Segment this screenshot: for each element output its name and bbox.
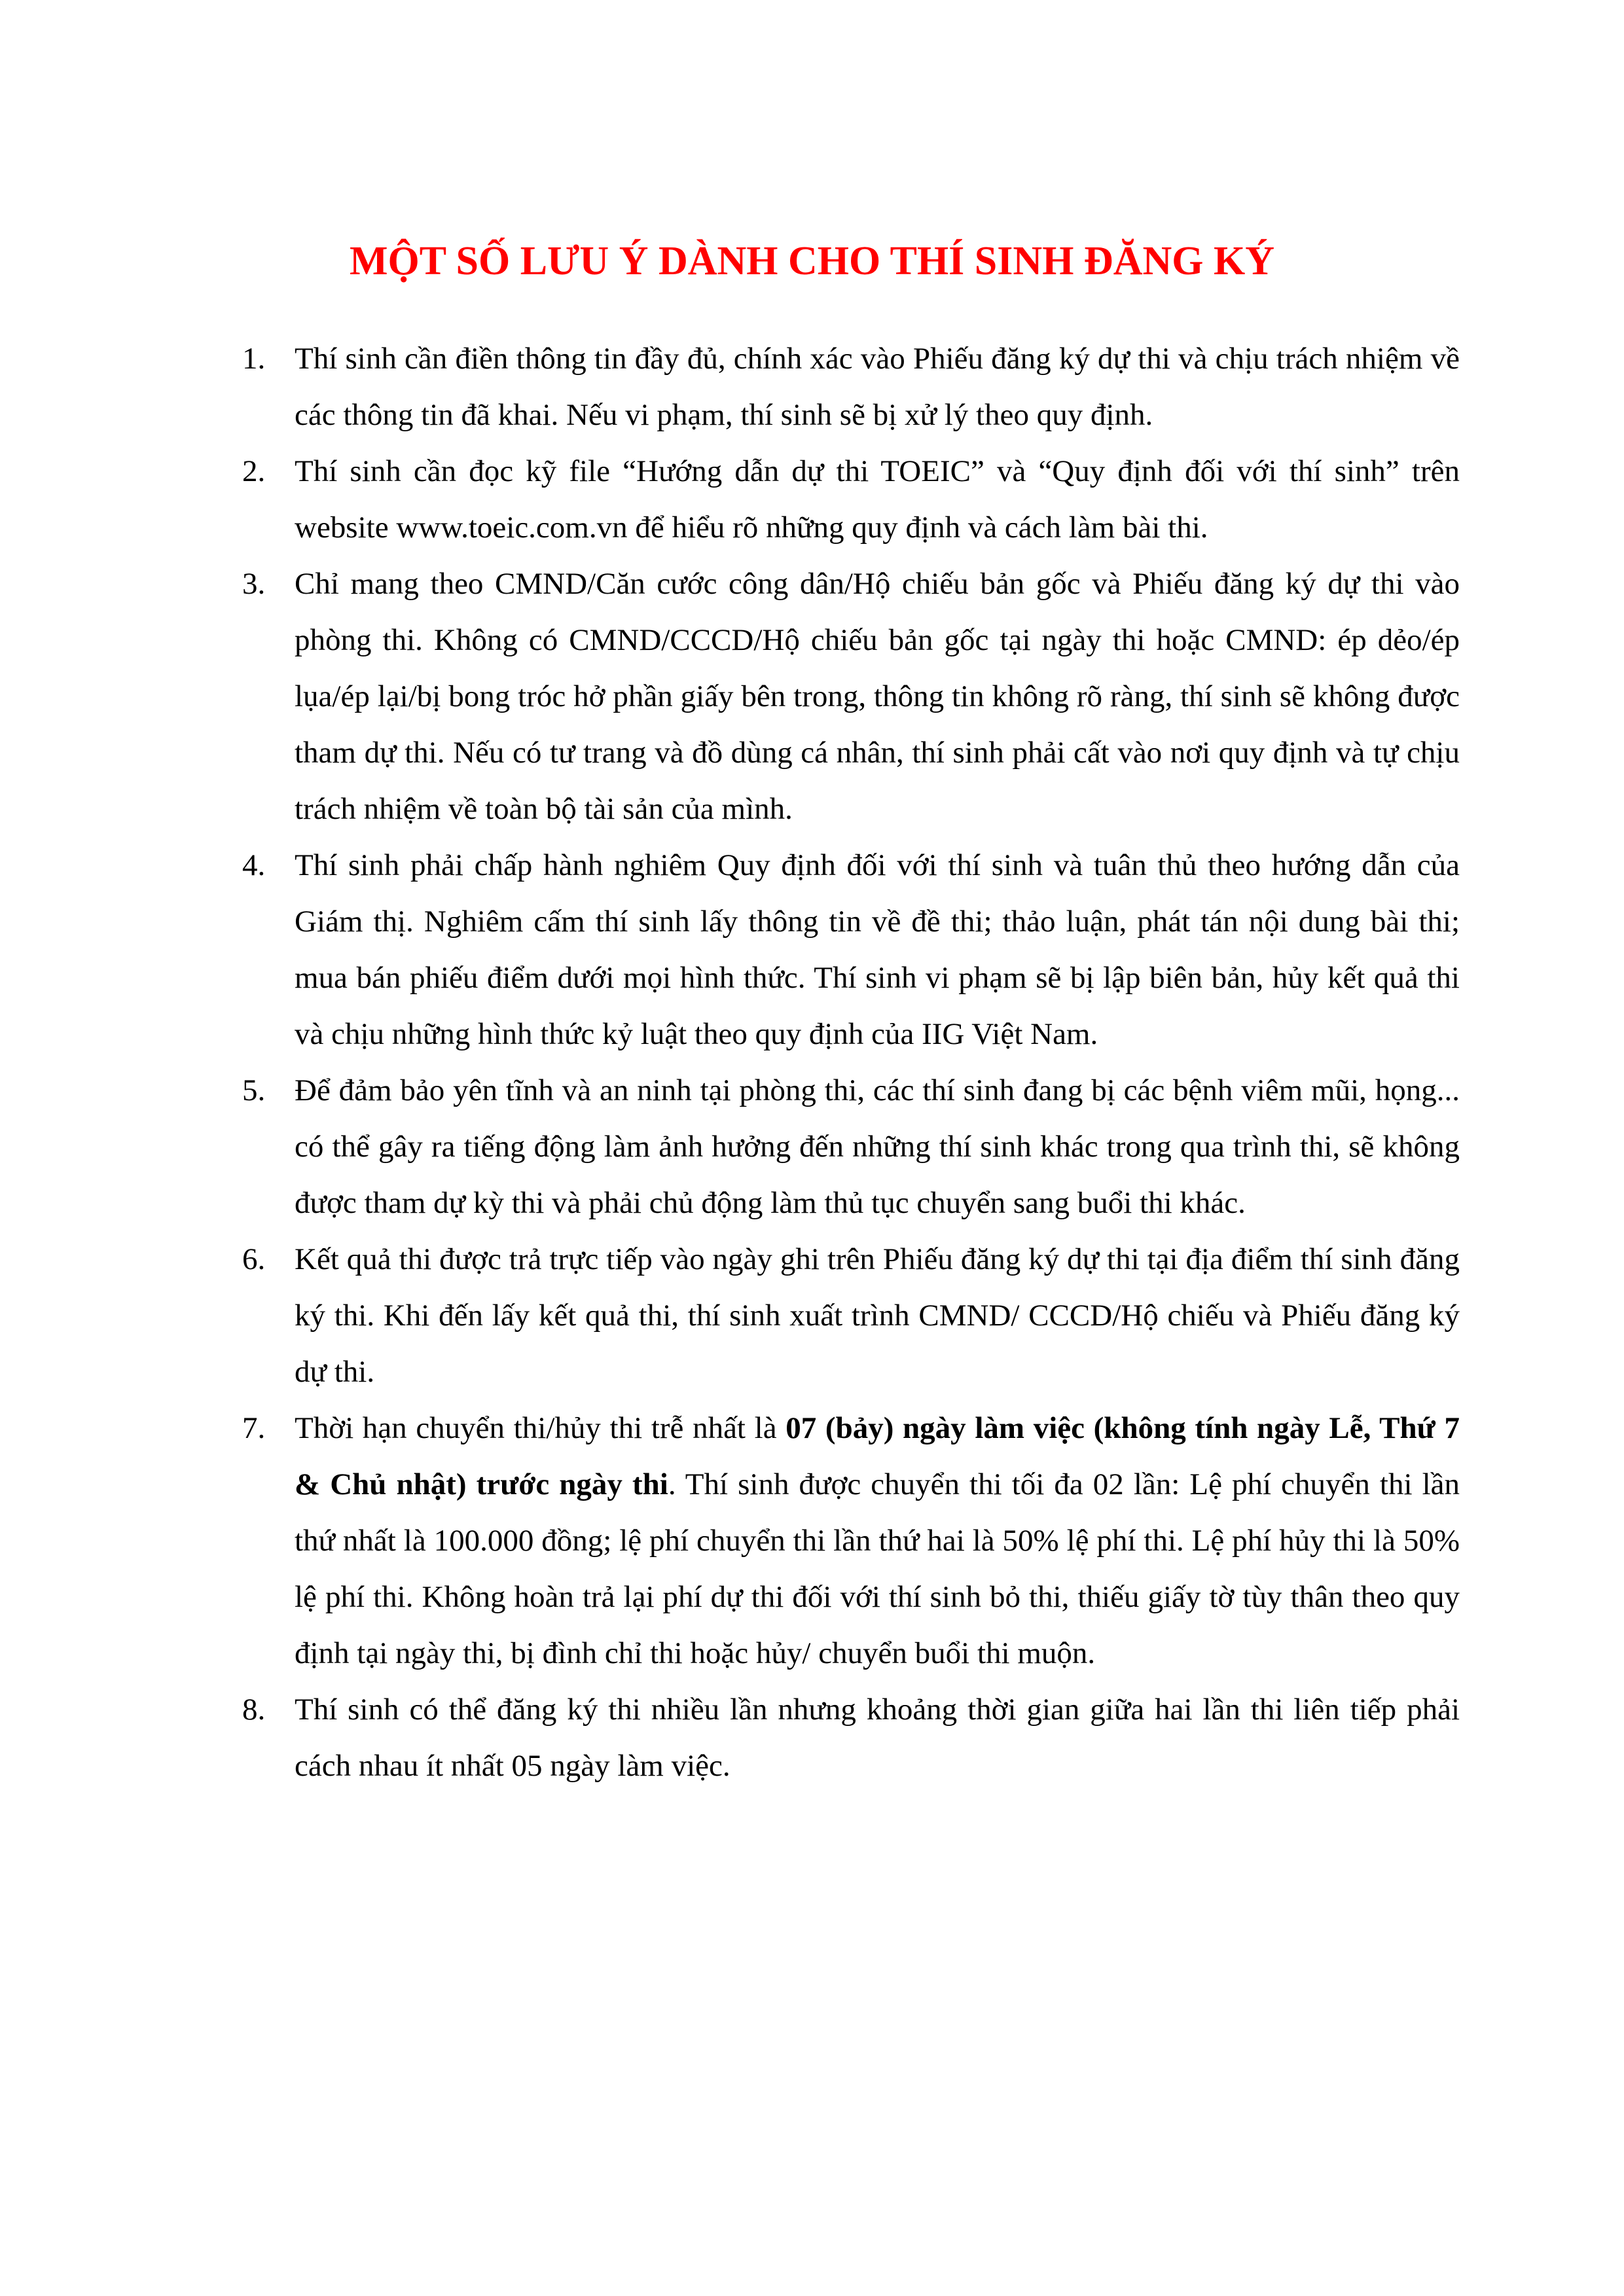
list-item	[242, 1400, 1460, 1681]
notice-list	[242, 331, 1460, 1794]
item-number: 2.	[242, 454, 266, 488]
list-item	[242, 1062, 1460, 1231]
list-item	[242, 331, 1460, 443]
item-number: 6.	[242, 1242, 266, 1276]
item-text-emphasis: 07 (bảy) ngày làm việc (không tính ngày Lễ, Thứ 7 & Chủ nhật) trước ngày thi	[295, 1411, 1460, 1501]
item-text: Thí sinh cần điền thông tin đầy đủ, chính xác vào Phiếu đăng ký dự thi và chịu trách nhiệm về các thông tin đã khai. Nếu vi phạm, thí sinh sẽ bị xử lý theo quy định.	[295, 342, 1460, 432]
item-text	[295, 1400, 1460, 1681]
item-number: 4.	[242, 848, 266, 882]
list-item	[242, 1231, 1460, 1400]
item-text: Thí sinh có thể đăng ký thi nhiều lần nhưng khoảng thời gian giữa hai lần thi liên tiếp phải cách nhau ít nhất 05 ngày làm việc.	[295, 1693, 1460, 1783]
item-text: Thí sinh phải chấp hành nghiêm Quy định đối với thí sinh và tuân thủ theo hướng dẫn của Giám thị. Nghiêm cấm thí sinh lấy thông tin về đề thi; thảo luận, phát tán nội dung bài thi; mua bán phiếu điểm dưới mọi hình thức. Thí sinh vi phạm sẽ bị lập biên bản, hủy kết quả thi và chịu những hình thức kỷ luật theo quy định của IIG Việt Nam.	[295, 848, 1460, 1051]
item-number: 3.	[242, 567, 266, 601]
item-text: Thí sinh cần đọc kỹ file “Hướng dẫn dự thi TOEIC” và “Quy định đối với thí sinh” trên website www.toeic.com.vn để hiểu rõ những quy định và cách làm bài thi.	[295, 454, 1460, 545]
item-number: 5.	[242, 1073, 266, 1107]
item-text: Để đảm bảo yên tĩnh và an ninh tại phòng thi, các thí sinh đang bị các bệnh viêm mũi, họng... có thể gây ra tiếng động làm ảnh hưởng đến những thí sinh khác trong qua trình thi, sẽ không được tham dự kỳ thi và phải chủ động làm thủ tục chuyển sang buổi thi khác.	[295, 1073, 1460, 1220]
item-text: Kết quả thi được trả trực tiếp vào ngày ghi trên Phiếu đăng ký dự thi tại địa điểm thí sinh đăng ký thi. Khi đến lấy kết quả thi, thí sinh xuất trình CMND/ CCCD/Hộ chiếu và Phiếu đăng ký dự thi.	[295, 1242, 1460, 1389]
list-item	[242, 556, 1460, 837]
list-item	[242, 443, 1460, 556]
item-number: 7.	[242, 1411, 266, 1445]
list-item	[242, 1681, 1460, 1794]
document-title: MỘT SỐ LƯU Ý DÀNH CHO THÍ SINH ĐĂNG KÝ	[350, 239, 1274, 283]
item-text: Chỉ mang theo CMND/Căn cước công dân/Hộ chiếu bản gốc và Phiếu đăng ký dự thi vào phòng thi. Không có CMND/CCCD/Hộ chiếu bản gốc tại ngày thi hoặc CMND: ép dẻo/ép lụa/ép lại/bị bong tróc hở phần giấy bên trong, thông tin không rõ ràng, thí sinh sẽ không được tham dự thi. Nếu có tư trang và đồ dùng cá nhân, thí sinh phải cất vào nơi quy định và tự chịu trách nhiệm về toàn bộ tài sản của mình.	[295, 567, 1460, 826]
item-text-rest: . Thí sinh được chuyển thi tối đa 02 lần: Lệ phí chuyển thi lần thứ nhất là 100.000 đồng; lệ phí chuyển thi lần thứ hai là 50% lệ phí thi. Lệ phí hủy thi là 50% lệ phí thi. Không hoàn trả lại phí dự thi đối với thí sinh bỏ thi, thiếu giấy tờ tùy thân theo quy định tại ngày thi, bị đình chỉ thi hoặc hủy/ chuyển buổi thi muộn.	[295, 1467, 1460, 1670]
item-text-lead: Thời hạn chuyển thi/hủy thi trễ nhất là	[295, 1411, 786, 1445]
item-number: 1.	[242, 342, 266, 376]
list-item	[242, 837, 1460, 1062]
item-number: 8.	[242, 1693, 266, 1727]
